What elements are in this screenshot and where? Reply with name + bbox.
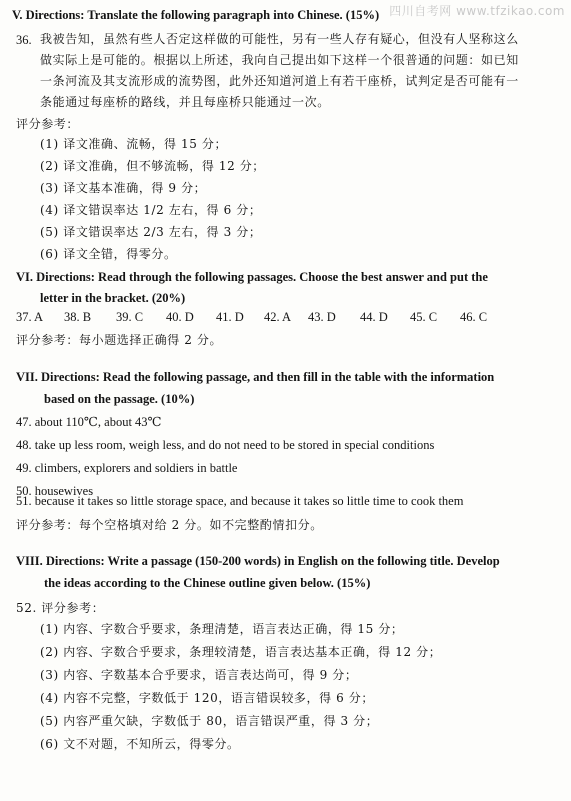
answer-item: 46. C (460, 310, 488, 324)
section-5-scoring-item: (3) 译文基本准确，得 9 分； (40, 181, 207, 195)
section-5-scoring-item: (5) 译文错误率达 2/3 左右，得 3 分； (40, 225, 262, 239)
section-5-scoring-item: (2) 译文准确，但不够流畅，得 12 分； (40, 159, 265, 173)
section-5-passage-line: 一条河流及其支流形成的流势图，此外还知道河道上有若干座桥，试判定是否可能有一 (40, 74, 519, 88)
answer-item: 40. D (166, 310, 194, 324)
section-7-answer: 51. because it takes so little storage space, and because it takes so little time to cook them (16, 494, 464, 508)
answer-item: 41. D (216, 310, 244, 324)
section-5-heading: V. Directions: Translate the following paragraph into Chinese. (15%) (12, 8, 380, 22)
section-7-answer: 49. climbers, explorers and soldiers in battle (16, 461, 238, 475)
answer-item: 43. D (308, 310, 336, 324)
section-7-scoring: 评分参考：每个空格填对给 2 分。如不完整酌情扣分。 (16, 518, 323, 532)
answer-item: 42. A (264, 310, 292, 324)
section-7-heading: VII. Directions: Read the following passage, and then fill in the table with the information (16, 370, 495, 384)
section-5-scoring-label: 评分参考： (16, 117, 80, 131)
answer-item: 39. C (116, 310, 144, 324)
question-36-number: 36. (16, 33, 32, 47)
section-7-answer: 47. about 110℃, about 43℃ (16, 415, 162, 429)
section-7-heading-cont: based on the passage. (10%) (44, 392, 195, 406)
section-8-scoring-item: (6) 文不对题，不知所云，得零分。 (40, 737, 240, 751)
section-8-scoring-item: (1) 内容、字数合乎要求，条理清楚，语言表达正确，得 15 分； (40, 622, 404, 636)
section-5-scoring-item: (4) 译文错误率达 1/2 左右，得 6 分； (40, 203, 262, 217)
answer-item: 45. C (410, 310, 438, 324)
section-5-passage-line: 条能通过每座桥的路线，并且每座桥只能通过一次。 (40, 95, 330, 109)
question-52-scoring-label: 52. 评分参考： (16, 601, 105, 615)
section-8-heading: VIII. Directions: Write a passage (150-200 words) in English on the following title. Develop (16, 554, 500, 568)
section-6-heading: VI. Directions: Read through the following passages. Choose the best answer and put the (16, 270, 488, 284)
answer-item: 44. D (360, 310, 388, 324)
section-5-passage-line: 做实际上是可能的。根据以上所述，我向自己提出如下这样一个很普通的问题：如已知 (40, 53, 519, 67)
section-7-answer: 50. housewives (16, 484, 94, 498)
section-8-heading-cont: the ideas according to the Chinese outline given below. (15%) (44, 576, 371, 590)
section-8-scoring-item: (2) 内容、字数合乎要求，条理较清楚，语言表达基本正确，得 12 分； (40, 645, 442, 659)
answer-item: 37. A (16, 310, 44, 324)
section-8-scoring-item: (4) 内容不完整，字数低于 120，语言错误较多，得 6 分； (40, 691, 374, 705)
section-5-passage-line: 我被告知，虽然有些人否定这样做的可能性，另有一些人存有疑心，但没有人坚称这么 (40, 32, 519, 46)
section-6-scoring: 评分参考：每小题选择正确得 2 分。 (16, 333, 223, 347)
section-7-answer: 48. take up less room, weigh less, and do not need to be stored in special conditions (16, 438, 435, 452)
site-watermark: 四川自考网 www.tfzikao.com (389, 4, 565, 18)
answer-item: 38. B (64, 310, 92, 324)
section-8-scoring-item: (5) 内容严重欠缺，字数低于 80，语言错误严重，得 3 分； (40, 714, 379, 728)
section-5-scoring-item: (6) 译文全错，得零分。 (40, 247, 177, 261)
section-8-scoring-item: (3) 内容、字数基本合乎要求，语言表达尚可，得 9 分； (40, 668, 358, 682)
section-5-scoring-item: (1) 译文准确、流畅，得 15 分； (40, 137, 228, 151)
section-6-heading-cont: letter in the bracket. (20%) (40, 291, 186, 305)
